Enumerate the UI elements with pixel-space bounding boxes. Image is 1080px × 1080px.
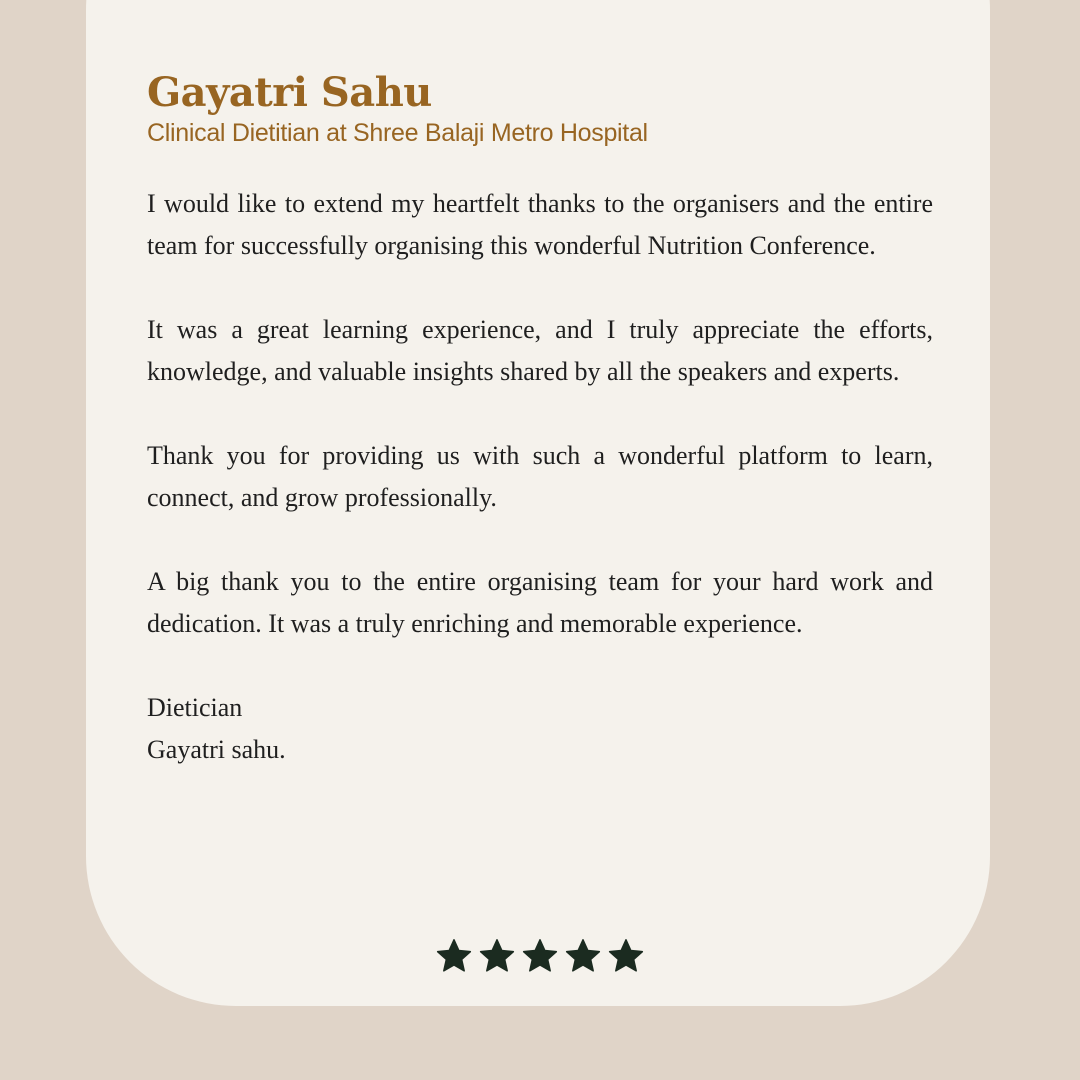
signature-name: Gayatri sahu. <box>147 735 286 764</box>
author-title: Clinical Dietitian at Shree Balaji Metro Hospital <box>147 119 648 147</box>
testimonial-paragraph: I would like to extend my heartfelt thanks to the organisers and the entire team for successfully organising this wonderful Nutrition Conference. <box>147 189 933 260</box>
star-icon <box>608 938 644 974</box>
testimonial-paragraph: Thank you for providing us with such a wonderful platform to learn, connect, and grow professionally. <box>147 441 933 512</box>
author-name: Gayatri Sahu <box>147 69 432 116</box>
testimonial-paragraph: A big thank you to the entire organising team for your hard work and dedication. It was a truly enriching and memorable experience. <box>147 567 933 638</box>
testimonial-body <box>147 183 933 771</box>
testimonial-content <box>147 68 933 771</box>
signature-role: Dietician <box>147 693 243 722</box>
star-rating <box>436 938 644 974</box>
star-icon <box>565 938 601 974</box>
star-icon <box>522 938 558 974</box>
star-icon <box>479 938 515 974</box>
testimonial-paragraph: It was a great learning experience, and I truly appreciate the efforts, knowledge, and valuable insights shared by all the speakers and experts. <box>147 315 933 386</box>
star-icon <box>436 938 472 974</box>
